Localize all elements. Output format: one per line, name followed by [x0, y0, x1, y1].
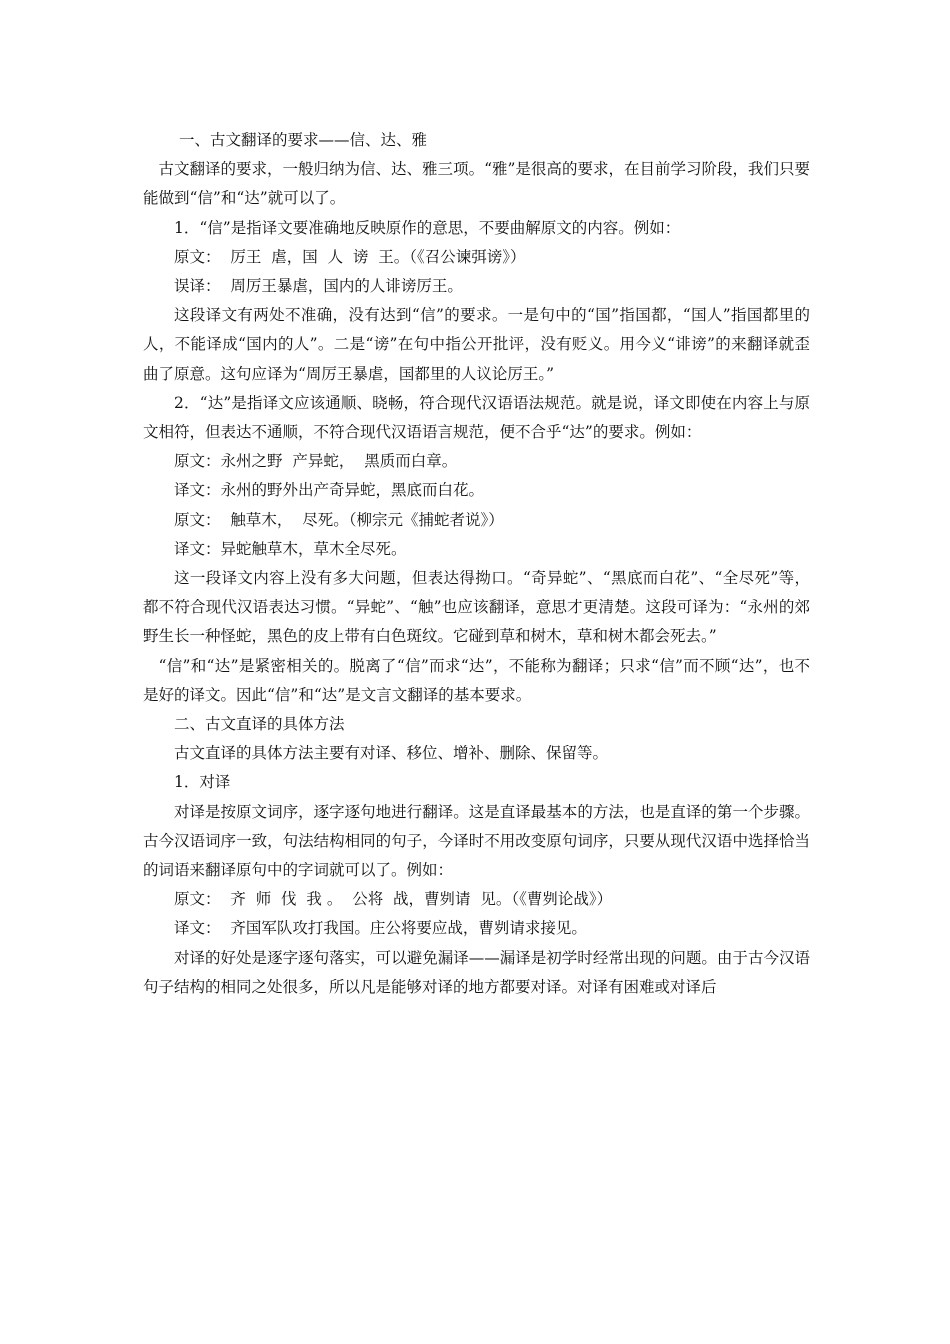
subheading: 1．对译 [174, 773, 231, 792]
paragraph: 古文直译的具体方法主要有对译、移位、增补、删除、保留等。 [174, 744, 609, 763]
paragraph: 对译是按原文词序，逐字逐句地进行翻译。这是直译最基本的方法，也是直译的第一个步骤。古今汉语词序一致，句法结构相同的句子，今译时不用改变原句词序，只要从现代汉语中选择恰当的词语来翻译原句中的字词就可以了。例如： [143, 802, 810, 880]
example-translation: 译文：永州的野外出产奇异蛇，黑底而白花。 [174, 481, 485, 500]
paragraph: 这一段译文内容上没有多大问题，但表达得拗口。“奇异蛇”、“黑底而白花”、“全尽死”等，都不符合现代汉语表达习惯。“异蛇”、“触”也应该翻译，意思才更清楚。这段可译为：“永州的郊野生长一种怪蛇，黑色的皮上带有白色斑纹。它碰到草和树木，草和树木都会死去。” [143, 569, 810, 646]
paragraph: 1．“信”是指译文要准确地反映原作的意思，不要曲解原文的内容。例如： [174, 218, 681, 237]
paragraph: 对译的好处是逐字逐句落实，可以避免漏译——漏译是初学时经常出现的问题。由于古今汉语句子结构的相同之处很多，所以凡是能够对译的地方都要对译。对译有困难或对译后 [143, 948, 810, 996]
example-mistranslation: 误译： 周厉王暴虐，国内的人诽谤厉王。 [174, 277, 463, 296]
paragraph: “信”和“达”是紧密相关的。脱离了“信”而求“达”，不能称为翻译；只求“信”而不顾“达”，也不是好的译文。因此“信”和“达”是文言文翻译的基本要求。 [143, 656, 810, 704]
paragraph: 2．“达”是指译文应该通顺、晓畅，符合现代汉语语法规范。就是说，译文即使在内容上与原文相符，但表达不通顺，不符合现代汉语语言规范，便不合乎“达”的要求。例如： [143, 393, 810, 442]
paragraph: 古文翻译的要求，一般归纳为信、达、雅三项。“雅”是很高的要求，在目前学习阶段，我们只要能做到“信”和“达”就可以了。 [143, 160, 810, 208]
example-translation: 译文：异蛇触草木，草木全尽死。 [174, 539, 407, 558]
paragraph: 这段译文有两处不准确，没有达到“信”的要求。一是句中的“国”指国都，“国人”指国都里的人，不能译成“国内的人”。二是“谤”在句中指公开批评，没有贬义。用今义“诽谤”的来翻译就歪曲了原意。这句应译为“周厉王暴虐，国都里的人议论厉王。” [143, 306, 810, 383]
heading-section-1: 一、古文翻译的要求——信、达、雅 [174, 131, 427, 149]
example-original: 原文： 齐 师 伐 我 。 公将 战，曹刿请 见。（《曹刿论战》） [174, 890, 613, 909]
document-body [143, 126, 810, 1002]
example-original: 原文： 厉王 虐，国 人 谤 王。（《召公谏弭谤》） [174, 247, 526, 266]
example-original: 原文： 触草木， 尽死。（柳宗元《捕蛇者说》） [174, 510, 504, 529]
example-translation: 译文： 齐国军队攻打我国。庄公将要应战，曹刿请求接见。 [174, 919, 587, 938]
example-original: 原文：永州之野 产异蛇， 黑质而白章。 [174, 452, 458, 471]
heading-section-2: 二、古文直译的具体方法 [174, 715, 345, 734]
